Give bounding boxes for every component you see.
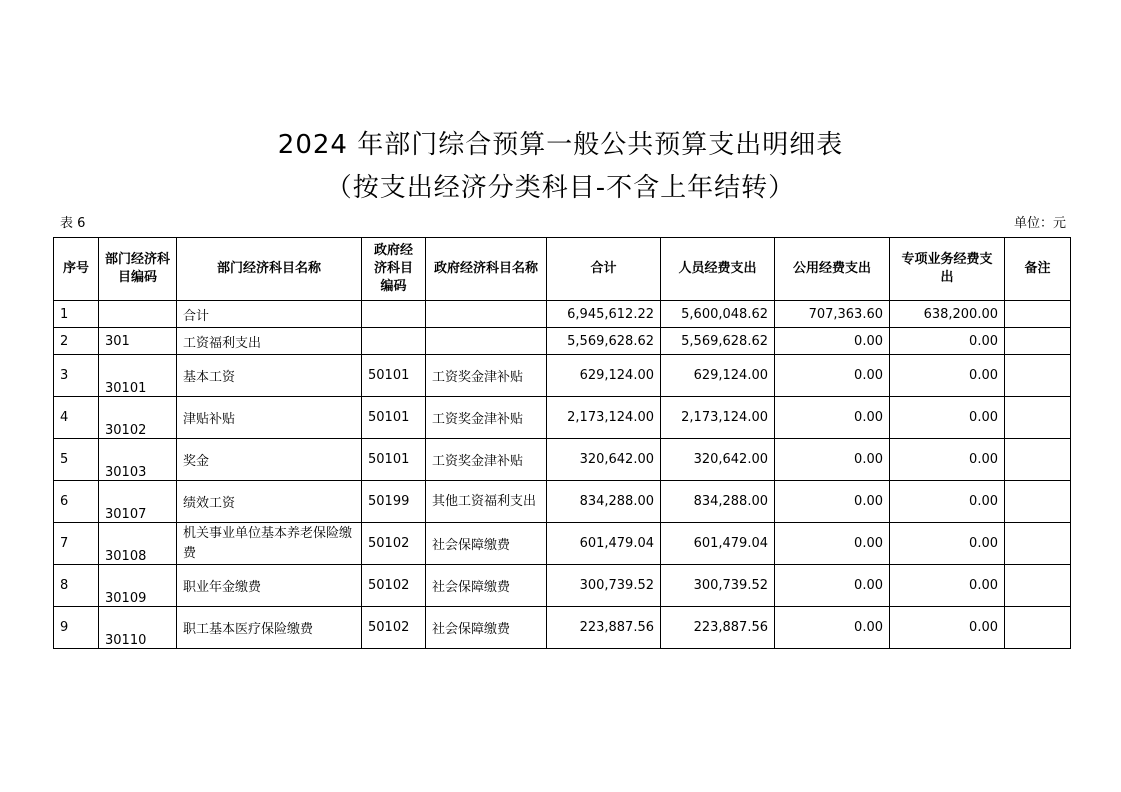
cell-seq: 2 bbox=[54, 328, 99, 355]
table-row bbox=[54, 301, 1071, 328]
cell-dept-code: 30108 bbox=[99, 523, 177, 565]
header-public: 公用经费支出 bbox=[775, 238, 890, 301]
cell-dept-name: 职工基本医疗保险缴费 bbox=[177, 607, 362, 649]
page-subtitle: （按支出经济分类科目-不含上年结转） bbox=[325, 173, 796, 203]
table-number: 表 6 bbox=[60, 216, 86, 231]
cell-gov-code: 50102 bbox=[362, 607, 426, 649]
cell-public: 0.00 bbox=[775, 481, 890, 523]
cell-personnel: 834,288.00 bbox=[661, 481, 775, 523]
cell-personnel: 320,642.00 bbox=[661, 439, 775, 481]
cell-dept-code: 30107 bbox=[99, 481, 177, 523]
cell-remark bbox=[1005, 397, 1071, 439]
cell-gov-name: 社会保障缴费 bbox=[426, 607, 547, 649]
table-row bbox=[54, 397, 1071, 439]
table-row bbox=[54, 523, 1071, 565]
cell-personnel: 5,569,628.62 bbox=[661, 328, 775, 355]
cell-gov-code: 50101 bbox=[362, 397, 426, 439]
cell-gov-name: 工资奖金津补贴 bbox=[426, 439, 547, 481]
cell-gov-code bbox=[362, 301, 426, 328]
cell-public: 0.00 bbox=[775, 439, 890, 481]
cell-public: 0.00 bbox=[775, 328, 890, 355]
header-dept-code: 部门经济科目编码 bbox=[99, 238, 177, 301]
cell-dept-name: 绩效工资 bbox=[177, 481, 362, 523]
cell-remark bbox=[1005, 328, 1071, 355]
cell-personnel: 629,124.00 bbox=[661, 355, 775, 397]
cell-total: 6,945,612.22 bbox=[547, 301, 661, 328]
cell-special: 0.00 bbox=[890, 523, 1005, 565]
cell-gov-code bbox=[362, 328, 426, 355]
cell-seq: 8 bbox=[54, 565, 99, 607]
cell-dept-name: 机关事业单位基本养老保险缴费 bbox=[177, 523, 362, 565]
cell-special: 638,200.00 bbox=[890, 301, 1005, 328]
cell-dept-code bbox=[99, 301, 177, 328]
table-row bbox=[54, 328, 1071, 355]
cell-seq: 4 bbox=[54, 397, 99, 439]
table-row bbox=[54, 355, 1071, 397]
cell-gov-name: 工资奖金津补贴 bbox=[426, 397, 547, 439]
cell-seq: 1 bbox=[54, 301, 99, 328]
header-seq: 序号 bbox=[54, 238, 99, 301]
cell-special: 0.00 bbox=[890, 439, 1005, 481]
header-gov-name: 政府经济科目名称 bbox=[426, 238, 547, 301]
cell-personnel: 300,739.52 bbox=[661, 565, 775, 607]
cell-public: 0.00 bbox=[775, 355, 890, 397]
cell-gov-name bbox=[426, 301, 547, 328]
cell-special: 0.00 bbox=[890, 328, 1005, 355]
cell-remark bbox=[1005, 523, 1071, 565]
cell-special: 0.00 bbox=[890, 481, 1005, 523]
header-remark: 备注 bbox=[1005, 238, 1071, 301]
cell-remark bbox=[1005, 481, 1071, 523]
cell-public: 707,363.60 bbox=[775, 301, 890, 328]
cell-remark bbox=[1005, 607, 1071, 649]
cell-special: 0.00 bbox=[890, 397, 1005, 439]
cell-dept-code: 30103 bbox=[99, 439, 177, 481]
page-title: 2024 年部门综合预算一般公共预算支出明细表 bbox=[277, 130, 844, 160]
cell-personnel: 223,887.56 bbox=[661, 607, 775, 649]
cell-total: 300,739.52 bbox=[547, 565, 661, 607]
cell-remark bbox=[1005, 355, 1071, 397]
header-dept-name: 部门经济科目名称 bbox=[177, 238, 362, 301]
cell-seq: 6 bbox=[54, 481, 99, 523]
cell-dept-name: 工资福利支出 bbox=[177, 328, 362, 355]
cell-dept-code: 30110 bbox=[99, 607, 177, 649]
cell-public: 0.00 bbox=[775, 565, 890, 607]
cell-remark bbox=[1005, 565, 1071, 607]
cell-total: 601,479.04 bbox=[547, 523, 661, 565]
cell-dept-name: 职业年金缴费 bbox=[177, 565, 362, 607]
cell-seq: 5 bbox=[54, 439, 99, 481]
cell-public: 0.00 bbox=[775, 607, 890, 649]
unit-label: 单位：元 bbox=[1013, 216, 1066, 231]
cell-special: 0.00 bbox=[890, 355, 1005, 397]
cell-total: 629,124.00 bbox=[547, 355, 661, 397]
cell-gov-name: 工资奖金津补贴 bbox=[426, 355, 547, 397]
cell-gov-name: 社会保障缴费 bbox=[426, 565, 547, 607]
cell-dept-code: 30101 bbox=[99, 355, 177, 397]
header-special: 专项业务经费支出 bbox=[890, 238, 1005, 301]
expenditure-table bbox=[53, 237, 1071, 649]
cell-gov-code: 50102 bbox=[362, 565, 426, 607]
cell-dept-name: 合计 bbox=[177, 301, 362, 328]
cell-gov-name: 社会保障缴费 bbox=[426, 523, 547, 565]
cell-total: 223,887.56 bbox=[547, 607, 661, 649]
cell-seq: 3 bbox=[54, 355, 99, 397]
cell-dept-name: 奖金 bbox=[177, 439, 362, 481]
header-personnel: 人员经费支出 bbox=[661, 238, 775, 301]
cell-seq: 7 bbox=[54, 523, 99, 565]
cell-gov-name: 其他工资福利支出 bbox=[426, 481, 547, 523]
table-row bbox=[54, 607, 1071, 649]
table-row bbox=[54, 439, 1071, 481]
header-gov-code: 政府经济科目编码 bbox=[362, 238, 426, 301]
cell-seq: 9 bbox=[54, 607, 99, 649]
cell-special: 0.00 bbox=[890, 565, 1005, 607]
cell-personnel: 601,479.04 bbox=[661, 523, 775, 565]
cell-dept-code: 30109 bbox=[99, 565, 177, 607]
cell-gov-code: 50101 bbox=[362, 355, 426, 397]
cell-personnel: 2,173,124.00 bbox=[661, 397, 775, 439]
cell-dept-name: 基本工资 bbox=[177, 355, 362, 397]
cell-dept-code: 30102 bbox=[99, 397, 177, 439]
cell-gov-code: 50102 bbox=[362, 523, 426, 565]
table-row bbox=[54, 481, 1071, 523]
header-total: 合计 bbox=[547, 238, 661, 301]
cell-dept-name: 津贴补贴 bbox=[177, 397, 362, 439]
cell-public: 0.00 bbox=[775, 523, 890, 565]
cell-gov-code: 50199 bbox=[362, 481, 426, 523]
cell-remark bbox=[1005, 301, 1071, 328]
cell-personnel: 5,600,048.62 bbox=[661, 301, 775, 328]
cell-gov-code: 50101 bbox=[362, 439, 426, 481]
cell-total: 834,288.00 bbox=[547, 481, 661, 523]
cell-total: 2,173,124.00 bbox=[547, 397, 661, 439]
cell-remark bbox=[1005, 439, 1071, 481]
cell-gov-name bbox=[426, 328, 547, 355]
header-row bbox=[54, 238, 1071, 301]
cell-public: 0.00 bbox=[775, 397, 890, 439]
cell-total: 320,642.00 bbox=[547, 439, 661, 481]
cell-dept-code: 301 bbox=[99, 328, 177, 355]
cell-total: 5,569,628.62 bbox=[547, 328, 661, 355]
table-row bbox=[54, 565, 1071, 607]
cell-special: 0.00 bbox=[890, 607, 1005, 649]
